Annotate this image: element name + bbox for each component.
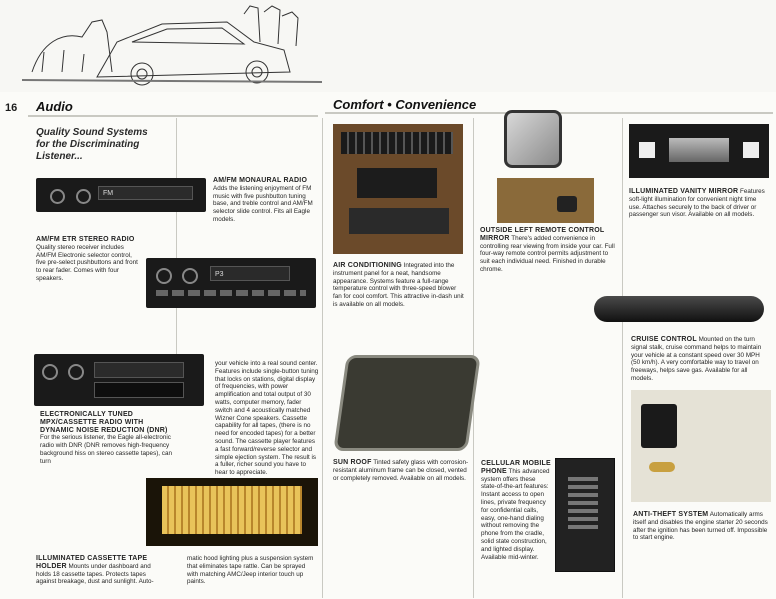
mirror-description (480, 227, 615, 274)
mpx-title: ELECTRONICALLY TUNED MPX/CASSETTE RADIO WITH DYNAMIC NOISE REDUCTION (DNR) (40, 411, 168, 434)
air-conditioning-body: Integrated into the instrument panel for a neat, handsome appearance. Systems feature a full-range temperature control with three-speed blower fan for cool comfort. This attractive in-dash unit is available on all models. (333, 262, 464, 308)
vanity-mirror-glass (669, 138, 729, 162)
knob-icon (50, 189, 65, 204)
audio-tagline (36, 127, 148, 163)
knob-icon (68, 364, 84, 380)
mpx-description-continued: your vehicle into a real sound center. Features include single-button tuning that locks on stations, digital display of frequencies, with power amplification and total output of 30 watts, computer memory, fader switch and 4 acoustically matched Wizner Cone speakers. Cassette capability for all tapes, (there is no need for encoded tapes) for a better sound. The cassette player features a fast forward/reverse selector and simple ejection system. The result is a fuller, richer sound you have to hear to appreciate. (215, 360, 319, 477)
am-fm-radio-image (36, 178, 206, 212)
cruise-title: CRUISE CONTROL (631, 336, 697, 343)
remote-mirror-image (500, 106, 570, 176)
cassette-holder-title: ILLUMINATED CASSETTE TAPE HOLDER (36, 555, 148, 570)
cellular-phone-image (555, 458, 615, 572)
air-conditioning-description (333, 262, 465, 309)
page-number: 16 (5, 102, 18, 114)
climate-controls (349, 208, 449, 234)
vanity-body: Features soft-light illumination for convenient night time use. Attaches securely to the back of driver or passenger sun visor. Available on all models. (629, 188, 765, 219)
anti-theft-title: ANTI-THEFT SYSTEM (633, 511, 709, 518)
section-title-comfort: Comfort • Convenience (333, 97, 477, 112)
monaural-body: Adds the listening enjoyment of FM music with five pushbutton tuning base, and treble control and AM/FM selector slide control. Fits all Eagle models. (213, 184, 313, 223)
cruise-body: Mounted on the turn signal stalk, cruise command helps to maintain your vehicle at a constant speed over 30 MPH (50 km/h). A very comfortable way to travel on freeways, helps save gas. Available for all models. (631, 336, 762, 382)
preset-buttons (156, 290, 306, 296)
radio-display (94, 362, 184, 378)
knob-icon (156, 268, 172, 284)
etr-title: AM/FM ETR STEREO RADIO (36, 236, 135, 243)
vanity-title: ILLUMINATED VANITY MIRROR (629, 188, 739, 195)
mirror-body: There's added convenience in controlling rear viewing from inside your car. Full four-way remote control permits adjustment to suit each individual need. Finished in durable chrome. (480, 234, 615, 273)
column-divider (622, 118, 623, 598)
cassette-rack (162, 486, 302, 534)
mirror-title: OUTSIDE LEFT REMOTE CONTROL MIRROR (480, 227, 605, 242)
mpx-description (40, 411, 172, 466)
anti-theft-description (633, 511, 771, 542)
vent-grille (341, 132, 453, 154)
sunroof-description (333, 459, 469, 482)
cassette-holder-body: Mounts under dashboard and holds 18 cassette tapes. Protects tapes against breakage, dust and sunlight. Auto- (36, 562, 154, 586)
etr-description (36, 236, 142, 283)
alarm-module (641, 404, 677, 448)
knob-icon (182, 268, 198, 284)
sunroof-body: Tinted safety glass with corrosion-resistant aluminum frame can be closed, vented or completely removed. Available on all models. (333, 459, 469, 482)
vanity-mirror-image (629, 124, 769, 178)
cassette-holder-description (36, 555, 166, 586)
dash-radio (357, 168, 437, 198)
air-conditioning-image (333, 124, 463, 254)
section-title-audio: Audio (36, 99, 73, 114)
tagline-line: for the Discriminating (36, 139, 140, 150)
vanity-description (629, 188, 769, 219)
vanity-light (743, 142, 759, 158)
phone-description (481, 460, 551, 561)
monaural-description (213, 177, 318, 224)
audio-divider (28, 115, 318, 117)
tagline-line: Listener... (36, 151, 83, 162)
knob-icon (42, 364, 58, 380)
tagline-line: Quality Sound Systems (36, 127, 148, 138)
phone-keypad (568, 477, 598, 531)
sunroof-title: SUN ROOF (333, 459, 372, 466)
anti-theft-image (631, 390, 771, 502)
cruise-description (631, 336, 769, 383)
vanity-light (639, 142, 655, 158)
anti-theft-body: Automatically arms itself and disables the engine starter 20 seconds after the ignition has been turned off. Impossible to start engine. (633, 511, 768, 542)
sunroof-image (333, 355, 480, 451)
mirror-control-image (497, 178, 594, 223)
phone-body: This advanced system offers these state-of-the-art features: Instant access to open lines, private frequency for confidential calls, easy, one-hand dialing without removing the phone from the cradle, solid state construction, and lighted display. Available mid-winter. (481, 467, 550, 561)
radio-display: P3 (210, 266, 290, 281)
knob-icon (76, 189, 91, 204)
column-divider (322, 118, 323, 598)
etr-radio-image (146, 258, 316, 308)
car-sketch-illustration (22, 2, 322, 86)
key-icon (649, 462, 675, 472)
column-divider (176, 118, 177, 354)
cruise-control-stalk-image (594, 296, 764, 322)
cassette-radio-image (34, 354, 204, 406)
mirror-glass (504, 110, 562, 168)
monaural-title: AM/FM MONAURAL RADIO (213, 177, 308, 184)
cassette-holder-image (146, 478, 318, 546)
mirror-control-knob (557, 196, 577, 212)
etr-body: Quality stereo receiver includes AM/FM Electronic selector control, five pre-select pushbuttons and front to rear fader. Comes with four speakers. (36, 243, 138, 282)
air-conditioning-title: AIR CONDITIONING (333, 262, 402, 269)
cassette-slot (94, 382, 184, 398)
phone-title: CELLULAR MOBILE PHONE (481, 460, 551, 475)
mpx-body: For the serious listener, the Eagle all-electronic radio with DNR (DNR removes high-frequency background hiss on stereo cassette tapes), can turn (40, 434, 172, 465)
cassette-holder-description-continued: matic hood lighting plus a suspension system that eliminates tape rattle. Can be sprayed with matching AMC/Jeep interior touch up paints. (187, 555, 314, 586)
radio-display: FM (98, 186, 193, 200)
